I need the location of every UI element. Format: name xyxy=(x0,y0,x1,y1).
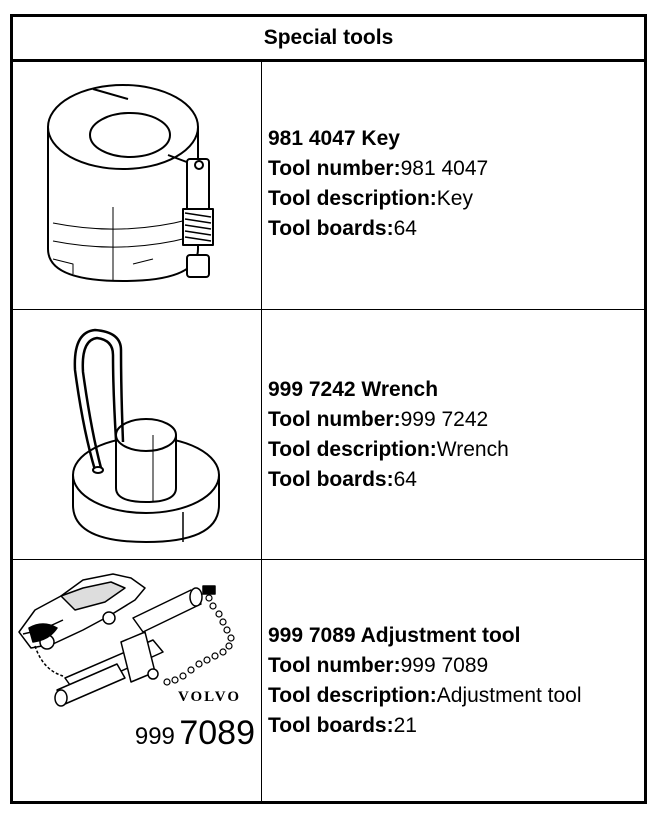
tool-code-prefix: 999 xyxy=(134,723,175,750)
tool-description-line: Tool description:Key xyxy=(268,187,473,210)
tool-info-cell xyxy=(268,59,644,309)
tool-image-cell xyxy=(13,59,262,309)
tool-boards-line: Tool boards:64 xyxy=(268,467,417,491)
tool-number-line: Tool number:999 7242 xyxy=(268,407,489,431)
tool-description-line: Tool description:Wrench xyxy=(268,437,509,461)
tool-description-line: Tool description:Adjustment tool xyxy=(268,683,582,707)
tool-image-cell xyxy=(13,310,262,559)
tool-boards-value: 64 xyxy=(393,467,417,491)
key-tool-illustration xyxy=(13,59,261,309)
table-title: Special tools xyxy=(263,26,394,49)
tool-image-cell xyxy=(13,560,262,801)
tool-boards-line: Tool boards:64 xyxy=(268,217,417,240)
tool-info-cell xyxy=(268,310,644,559)
svg-text:999 7089 xyxy=(135,714,255,752)
tool-title: 999 7089 Adjustment tool xyxy=(268,623,521,647)
tool-description-value: Key xyxy=(436,187,473,210)
tool-number-value: 999 7089 xyxy=(400,653,489,677)
tool-number-line: Tool number:999 7089 xyxy=(268,653,489,677)
wrench-tool-illustration xyxy=(13,310,261,560)
tool-title: 981 4047 Key xyxy=(268,127,400,150)
tool-number-value: 999 7242 xyxy=(400,407,489,431)
tool-number-line: Tool number:981 4047 xyxy=(268,157,489,180)
tool-row-key xyxy=(13,59,644,310)
adjustment-tool-illustration xyxy=(13,560,261,801)
tool-description-value: Adjustment tool xyxy=(436,683,582,707)
volvo-brand-text: VOLVO xyxy=(177,689,241,705)
tool-description-value: Wrench xyxy=(436,437,509,461)
tool-info-cell xyxy=(268,560,644,801)
tool-code-suffix: 7089 xyxy=(179,714,255,752)
tool-boards-value: 21 xyxy=(393,713,417,737)
tool-boards-value: 64 xyxy=(393,217,417,240)
special-tools-table xyxy=(10,14,647,804)
table-header xyxy=(13,17,644,62)
tool-number-value: 981 4047 xyxy=(400,157,489,180)
tool-row-adjustment xyxy=(13,560,644,801)
tool-row-wrench xyxy=(13,310,644,560)
tool-boards-line: Tool boards:21 xyxy=(268,713,417,737)
tool-title: 999 7242 Wrench xyxy=(268,377,439,401)
